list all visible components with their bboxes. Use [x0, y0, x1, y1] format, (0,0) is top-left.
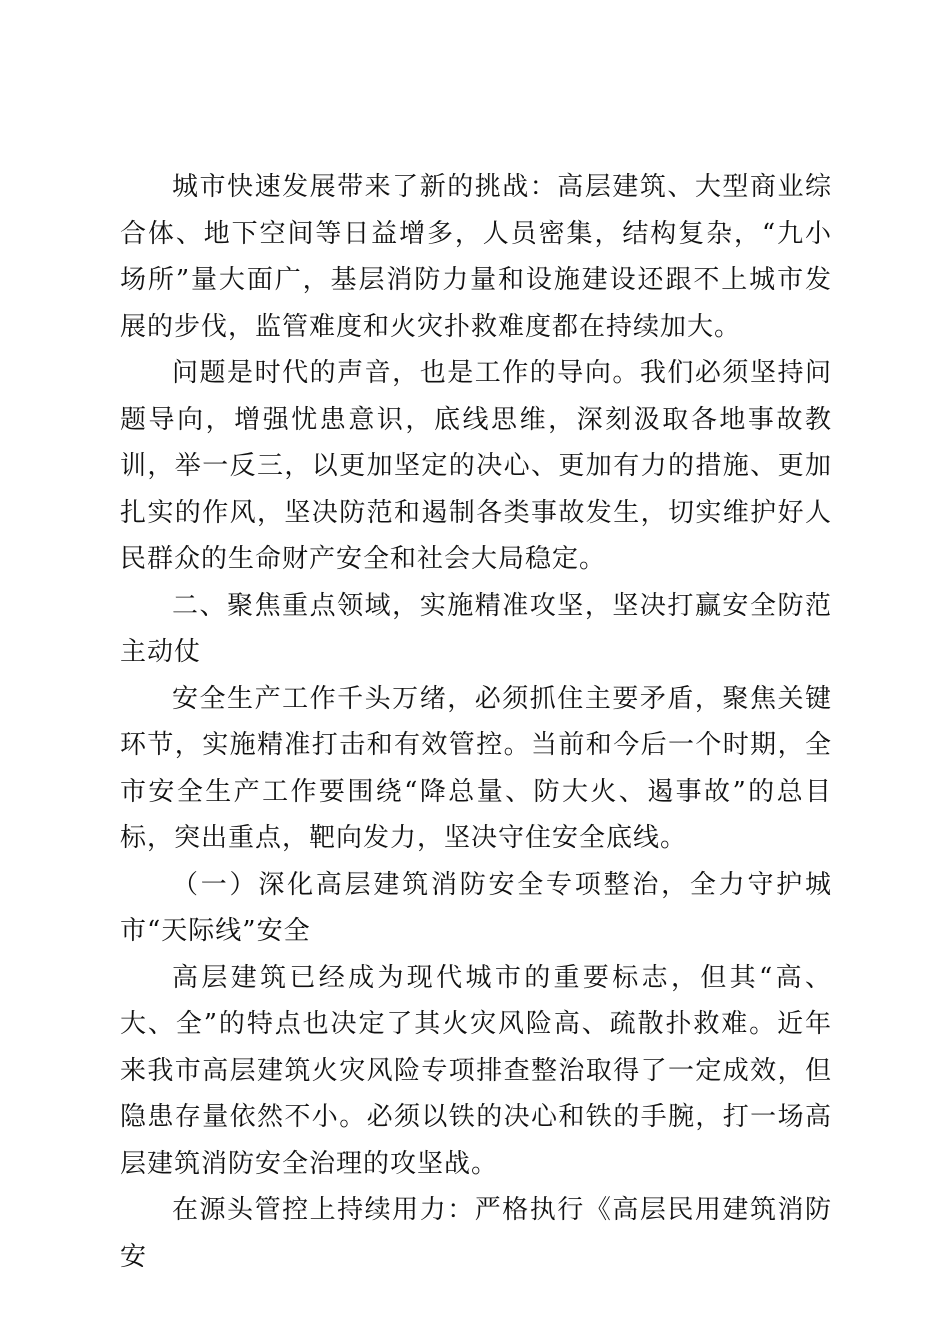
document-body	[120, 164, 832, 1280]
section-heading-2: 二、聚焦重点领域，实施精准攻坚，坚决打赢安全防范主动仗	[120, 590, 832, 667]
paragraph-key-areas: 安全生产工作千头万绪，必须抓住主要矛盾，聚焦关键环节，实施精准打击和有效管控。当前和今后一个时期，全市安全生产工作要围绕“降总量、防大火、遏事故”的总目标，突出重点，靶向发力，坚决守住安全底线。	[120, 683, 832, 853]
paragraph-challenges: 城市快速发展带来了新的挑战：高层建筑、大型商业综合体、地下空间等日益增多，人员密集，结构复杂，“九小场所”量大面广，基层消防力量和设施建设还跟不上城市发展的步伐，监管难度和火灾扑救难度都在持续加大。	[120, 172, 832, 342]
paragraph-source-control: 在源头管控上持续用力：严格执行《高层民用建筑消防安	[120, 1195, 832, 1272]
subsection-heading-1: （一）深化高层建筑消防安全专项整治，全力守护城市“天际线”安全	[120, 869, 832, 946]
paragraph-high-rise: 高层建筑已经成为现代城市的重要标志，但其“高、大、全”的特点也决定了其火灾风险高、疏散扑救难。近年来我市高层建筑火灾风险专项排查整治取得了一定成效，但隐患存量依然不小。必须以铁的决心和铁的手腕，打一场高层建筑消防安全治理的攻坚战。	[120, 962, 832, 1179]
paragraph-problem-orientation: 问题是时代的声音，也是工作的导向。我们必须坚持问题导向，增强忧患意识，底线思维，深刻汲取各地事故教训，举一反三，以更加坚定的决心、更加有力的措施、更加扎实的作风，坚决防范和遏制各类事故发生，切实维护好人民群众的生命财产安全和社会大局稳定。	[120, 358, 832, 574]
